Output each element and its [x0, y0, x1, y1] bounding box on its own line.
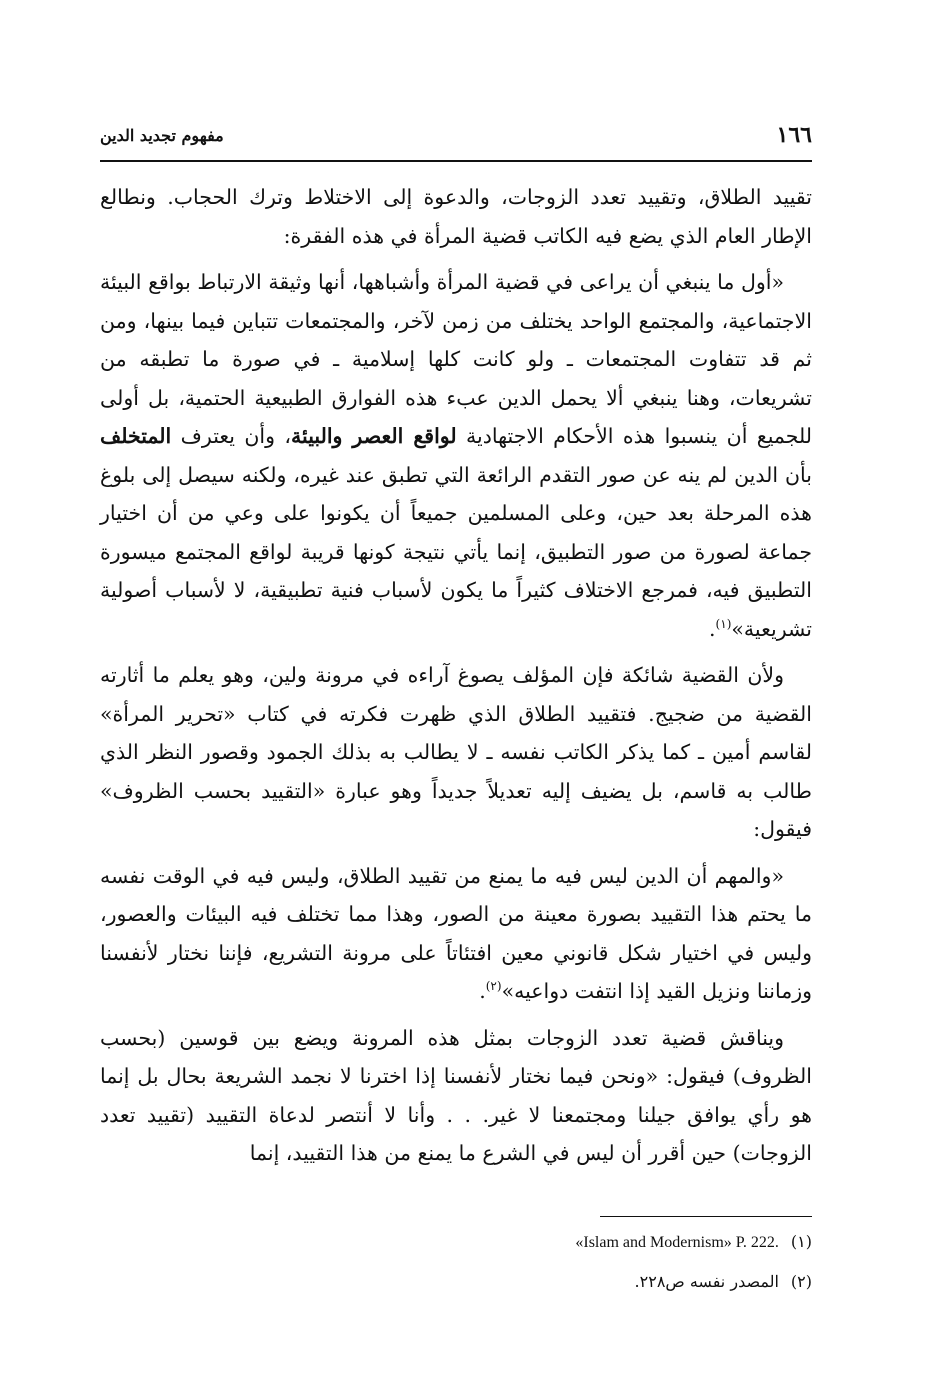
footnote-1-text: «Islam and Modernism» P. 222.	[575, 1234, 779, 1251]
paragraph-4-quote	[100, 857, 812, 1011]
footnote-2-number: (٢)	[790, 1272, 812, 1291]
footnotes	[100, 1228, 812, 1308]
paragraph-4-text: «والمهم أن الدين ليس فيه ما يمنع من تقييد الطلاق، وليس فيه في الوقت نفسه ما يحتم هذا التقييد بصورة معينة من الصور، وهذا مما تختلف فيه البيئات والعصور، وليس في اختيار شكل قانوني معين افتئاتاً على مرونة التشريع، فإننا نختار لأنفسنا وزماننا ونزيل القيد إذا انتفت دواعيه»	[100, 863, 812, 1003]
paragraph-5-text: ويناقش قضية تعدد الزوجات بمثل هذه المرونة ويضع بين قوسين (بحسب الظروف) فيقول: «ونحن فيما نختار لأنفسنا إذا اخترنا لا نجمد الشريعة بحال بل إنما هو رأي يوافق جيلنا ومجتمعنا لا غير. . . وأنا لا أنتصر لدعاة التقييد (تقييد تعدد الزوجات) حين أقرر أن ليس في الشرع ما يمنع من هذا التقييد، إنما	[100, 1025, 812, 1165]
footnote-ref-2[interactable]: (٢)	[485, 979, 502, 994]
footnote-ref-1[interactable]: (١)	[715, 616, 732, 631]
body-text	[100, 178, 812, 1181]
paragraph-2-end: .	[709, 616, 716, 641]
footnote-1	[100, 1228, 812, 1268]
page-number: ١٦٦	[776, 122, 812, 148]
book-title: مفهوم تجديد الدين	[100, 126, 224, 145]
paragraph-4-end: .	[479, 979, 486, 1003]
paragraph-2-text-b: ، وأن يعترف	[171, 424, 292, 448]
paragraph-5	[100, 1019, 812, 1173]
paragraph-3	[100, 656, 812, 849]
footnote-2-text: المصدر نفسه ص٢٢٨.	[634, 1272, 779, 1291]
paragraph-2-quote	[100, 263, 812, 648]
paragraph-1-text: تقييد الطلاق، وتقييد تعدد الزوجات، والدعوة إلى الاختلاط وترك الحجاب. ونطالع الإطار العام الذي يضع فيه الكاتب قضية المرأة في هذه الفقرة:	[100, 185, 812, 248]
footnote-1-number: (١)	[790, 1232, 812, 1251]
paragraph-2-text-c: بأن الدين لم ينه عن صور التقدم الرائعة التي تطبق عند غيره، ولكنه سيصل إلى بلوغ هذه المرحلة بعد حين، وعلى المسلمين جميعاً أن يكونوا على وعي من أن اختيار جماعة لصورة من صور التطبيق، إنما يأتي نتيجة كونها قريبة لواقع المجتمع ميسورة التطبيق فيه، فمرجع الاختلاف كثيراً ما يكون لأسباب فنية تطبيقية، لا لأسباب أصولية تشريعية»	[100, 462, 812, 641]
footnote-2	[100, 1268, 812, 1308]
paragraph-2-text-a: «أول ما ينبغي أن يراعى في قضية المرأة وأشباهها، أنها وثيقة الارتباط بواقع البيئة الاجتماعية، والمجتمع الواحد يختلف من زمن لآخر، والمجتمعات تتباين فيما بينها، ومن ثم قد تتفاوت المجتمعات ـ ولو كانت كلها إسلامية ـ في صورة ما تطبقه من تشريعات، وهنا ينبغي ألا يحمل الدين عبء هذه الفوارق الطبيعية الحتمية، بل أولى للجميع أن ينسبوا هذه الأحكام الاجتهادية	[100, 270, 812, 448]
paragraph-2-bold-a: لواقع العصر والبيئة	[291, 424, 457, 448]
paragraph-1	[100, 178, 812, 255]
paragraph-3-text: ولأن القضية شائكة فإن المؤلف يصوغ آراءه في مرونة ولين، وهو يعلم ما أثارته القضية من ضجيج. فتقييد الطلاق الذي ظهرت فكرته في كتاب «تحرير المرأة» لقاسم أمين ـ كما يذكر الكاتب نفسه ـ لا يطالب به بذلك الجمود وقصور النظر الذي طالب به قاسم، بل يضيف إليه تعديلاً جديداً وهو عبارة «التقييد بحسب الظروف» فيقول:	[100, 663, 813, 841]
paragraph-2-bold-b: المتخلف	[100, 424, 172, 448]
header-rule	[100, 160, 812, 162]
footnote-rule	[600, 1216, 812, 1217]
running-header	[100, 118, 812, 158]
